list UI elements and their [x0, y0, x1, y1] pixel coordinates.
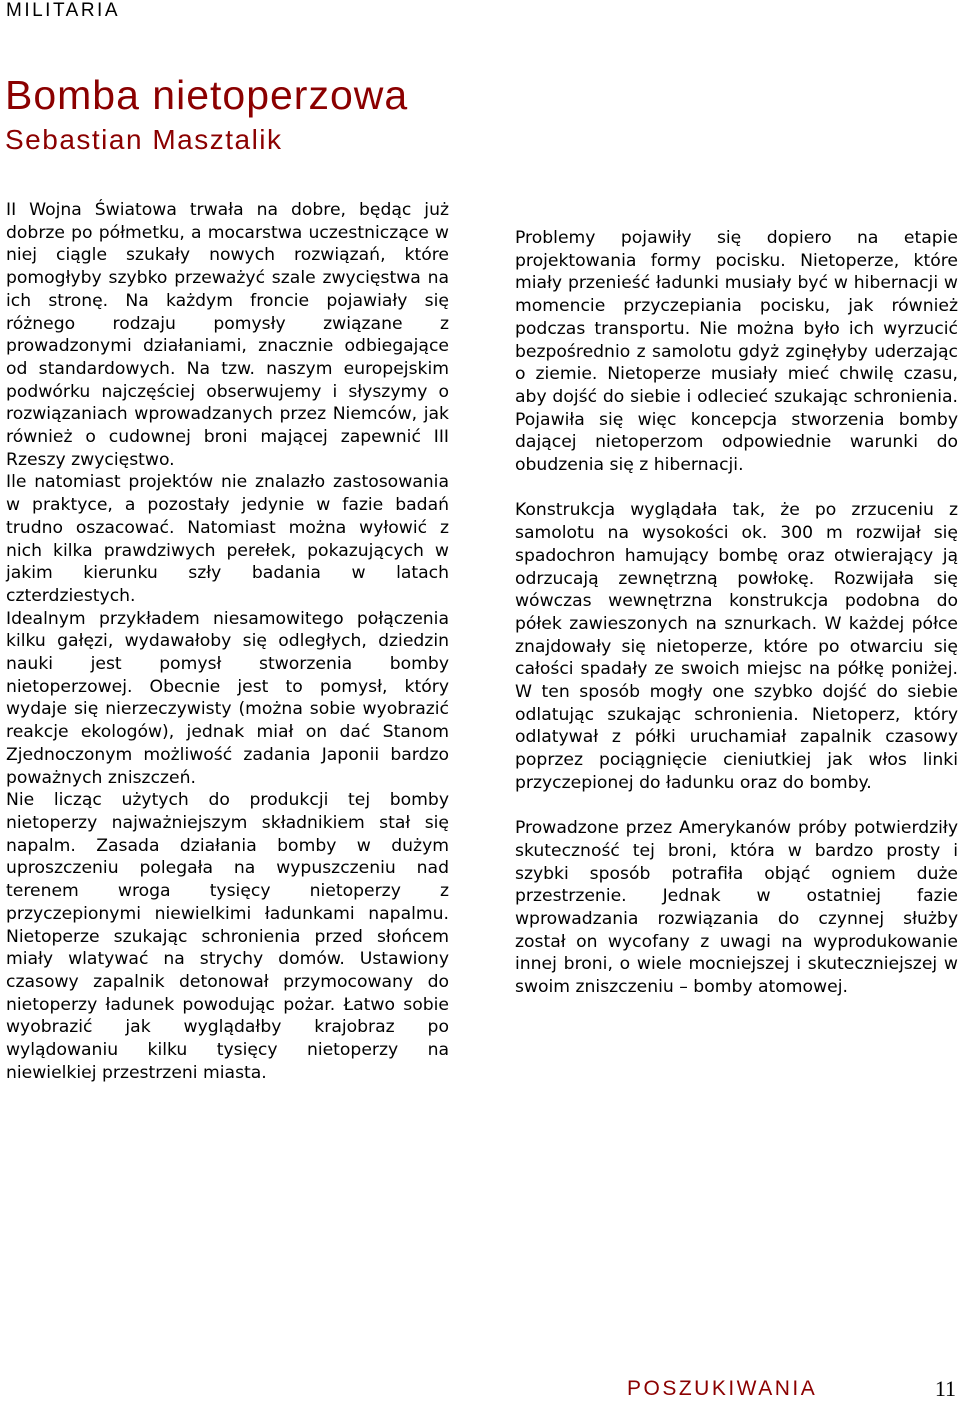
footer-section-label: POSZUKIWANIA — [627, 1377, 818, 1400]
section-label: MILITARIA — [6, 0, 120, 21]
left-column — [6, 199, 449, 1084]
article-author: Sebastian Masztalik — [5, 124, 283, 155]
paragraph: II Wojna Światowa trwała na dobre, będąc już dobrze po półmetku, a mocarstwa uczestniczące w niej ciągle szukały nowych rozwiązań, które pomogłyby szybko przeważyć szale zwycięstwa na ich stronę. Na każdym froncie pojawiały się różnego rodzaju pomysły związane z prowadzonymi działaniami, znacznie odbiegające od standardowych. Na tzw. naszym europejskim podwórku najczęściej obserwujemy i słyszymy o rozwiązaniach wprowadzanych przez Niemców, jak również o cudownej broni mającej zapewnić III Rzeszy zwycięstwo. — [6, 200, 449, 470]
paragraph: Ile natomiast projektów nie znalazło zastosowania w praktyce, a pozostały jedynie w fazie badań trudno oszacować. Natomiast można wyłowić z nich kilka prawdziwych perełek, pokazujących w jakim kierunku szły badania w latach czterdziestych. — [6, 472, 449, 606]
paragraph: Problemy pojawiły się dopiero na etapie projektowania formy pocisku. Nietoperze, które miały przenieść ładunki musiały być w hibernacji w momencie przyczepiania pocisku, jak również podczas transportu. Nie można było ich wyrzucić bezpośrednio z samolotu gdyż zginęłyby uderzając o ziemie. Nietoperze musiały mieć chwilę czasu, aby dojść do siebie i odlecieć szukając schronienia. Pojawiła się więc koncepcja stworzenia bomby dającej nietoperzom odpowiednie warunki do obudzenia się z hibernacji. — [515, 228, 958, 476]
page-number: 11 — [934, 1376, 956, 1401]
right-column — [515, 227, 958, 999]
paragraph: Konstrukcja wyglądała tak, że po zrzuceniu z samolotu na wysokości ok. 300 m rozwijał się spadochron hamujący bombę oraz otwierający ją odrzucają zewnętrzną powłokę. Rozwijała się wówczas wewnętrzna konstrukcja podobna do półek zawieszonych na sznurkach. W każdej półce znajdowały się nietoperze, które po otwarciu się całości spadały ze swoich miejsc na półkę poniżej. W ten sposób mogły one szybko dojść do siebie odlatując szukając schronienia. Nietoperz, który odlatywał z półki uruchamiał zapalnik czasowy poprzez pociągnięcie cieniutkiej jak włos linki przyczepionej do ładunku oraz do bomby. — [515, 500, 958, 793]
paragraph: Prowadzone przez Amerykanów próby potwierdziły skuteczność tej broni, która w bardzo prosty i szybki sposób potrafiła objąć ogniem duże przestrzenie. Jednak w ostatniej fazie wprowadzania rozwiązania do czynnej służby został on wycofany z uwagi na wyprodukowanie innej broni, o wiele mocniejszej i skuteczniejszej w swoim zniszczeniu – bomby atomowej. — [515, 818, 958, 998]
article-title: Bomba nietoperzowa — [5, 72, 409, 118]
paragraph: Idealnym przykładem niesamowitego połączenia kilku gałęzi, wydawałoby się odległych, dziedzin nauki jest pomysł stworzenia bomby nietoperzowej. Obecnie jest to pomysł, który wydaje się nierzeczywisty (można sobie wyobrazić reakcje ekologów), jednak miał on dać Stanom Zjednoczonym możliwość zadania Japonii bardzo poważnych zniszczeń. — [6, 608, 449, 788]
paragraph: Nie licząc użytych do produkcji tej bomby nietoperzy najważniejszym składnikiem stał się napalm. Zasada działania bomby w dużym uproszczeniu polegała na wypuszczeniu nad terenem wroga tysięcy nietoperzy z przyczepionymi niewielkimi ładunkami napalmu. Nietoperze szukając schronienia przed słońcem miały wlatywać na strychy domów. Ustawiony czasowy zapalnik detonował przymocowany do nietoperzy ładunek powodując pożar. Łatwo sobie wyobrazić jak wyglądałby krajobraz po wylądowaniu kilku tysięcy nietoperzy na niewielkiej przestrzeni miasta. — [6, 790, 449, 1083]
